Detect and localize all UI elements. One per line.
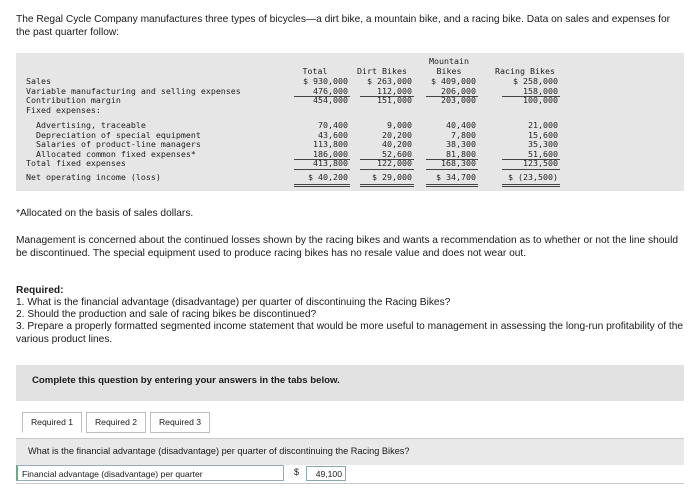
row-label: Contribution margin (26, 95, 121, 106)
cell: 123,500 (523, 158, 558, 169)
cell: 35,300 (528, 139, 558, 150)
cell: $ 258,000 (513, 76, 558, 86)
cell: 7,800 (451, 129, 476, 140)
cell: 476,000 (313, 85, 348, 96)
required-item-2: 2. Should the production and sale of racing bikes be discontinued? (16, 309, 317, 320)
row-label: Net operating income (loss) (26, 172, 161, 182)
row-label: Allocated common fixed expenses* (36, 148, 196, 159)
cell: 203,000 (441, 95, 476, 106)
cell: 122,000 (377, 158, 412, 169)
cell: 40,400 (446, 120, 476, 130)
total-double-rule (426, 184, 478, 187)
cell: $ 29,000 (372, 172, 412, 182)
total-double-rule (294, 184, 350, 187)
tab-required-1[interactable]: Required 1 (22, 412, 82, 433)
row-label: Sales (26, 76, 51, 86)
answer-row (16, 465, 684, 484)
cell: 151,000 (377, 95, 412, 106)
cell: 186,000 (313, 148, 348, 159)
total-double-rule (360, 184, 414, 187)
concern-text: Management is concerned about the continued losses shown by the racing bikes and wants a recommendation as to whether or not the line should be discontinued. The special equipment used to produce racing bikes has no resale value and does not wear out. (16, 235, 679, 259)
data-table (16, 53, 684, 191)
cell: $ 40,200 (308, 172, 348, 182)
cell: $ 263,000 (367, 76, 412, 86)
tab-required-2[interactable]: Required 2 (86, 412, 146, 433)
header-racing-bikes: Racing Bikes (495, 66, 555, 76)
cell: $ 34,700 (436, 172, 476, 182)
tab-required-3[interactable]: Required 3 (150, 412, 210, 433)
cell: 15,600 (528, 129, 558, 140)
cell: 40,200 (382, 139, 412, 150)
header-dirt-bikes: Dirt Bikes (357, 66, 407, 76)
question-text: What is the financial advantage (disadvantage) per quarter of discontinuing the Racing Bikes? (28, 446, 410, 456)
instruction-banner (16, 365, 684, 401)
cell: 38,300 (446, 139, 476, 150)
required-item-1: 1. What is the financial advantage (disadvantage) per quarter of discontinuing the Racing Bikes? (16, 297, 451, 308)
cell: 81,800 (446, 148, 476, 159)
cell: 113,800 (313, 139, 348, 150)
row-label: Salaries of product-line managers (36, 139, 201, 150)
subtotal-rule (502, 169, 560, 170)
required-heading: Required: (16, 285, 64, 296)
cell: 413,800 (313, 158, 348, 169)
row-label: Advertising, traceable (36, 120, 146, 130)
cell: 20,200 (382, 129, 412, 140)
cell: 52,600 (382, 148, 412, 159)
subtotal-rule (294, 169, 350, 170)
cell: 21,000 (528, 120, 558, 130)
cell: 454,000 (313, 95, 348, 106)
intro-text: The Regal Cycle Company manufactures three types of bicycles—a dirt bike, a mountain bike, and a racing bike. Data on sales and expenses for the past quarter follow: (16, 14, 671, 38)
footnote: *Allocated on the basis of sales dollars. (16, 208, 194, 219)
required-item-3: 3. Prepare a properly formatted segmented income statement that would be more useful to management in assessing the long-run profitability of the various product lines. (16, 321, 684, 345)
cell: 158,000 (523, 85, 558, 96)
subtotal-rule (426, 169, 478, 170)
total-double-rule (502, 184, 560, 187)
cell: 168,300 (441, 158, 476, 169)
answer-label: Financial advantage (disadvantage) per quarter (16, 465, 284, 481)
cell: 206,000 (441, 85, 476, 96)
cell: 100,000 (523, 95, 558, 106)
subtotal-rule (360, 169, 414, 170)
cell: 112,000 (377, 85, 412, 96)
cell: $ 409,000 (431, 76, 476, 86)
question-bar (16, 438, 684, 465)
header-mountain-bikes: Mountain Bikes (429, 56, 469, 76)
cell: $ (23,500) (508, 172, 558, 182)
row-label: Variable manufacturing and selling expenses (26, 85, 241, 96)
tab-bar (16, 412, 216, 432)
cell: 43,600 (318, 129, 348, 140)
cell: 9,000 (387, 120, 412, 130)
header-total: Total (302, 66, 328, 76)
cell: 70,400 (318, 120, 348, 130)
row-label: Depreciation of special equipment (36, 129, 201, 140)
cell: $ 930,000 (303, 76, 348, 86)
banner-text: Complete this question by entering your answers in the tabs below. (32, 375, 340, 386)
cell: 51,600 (528, 148, 558, 159)
row-label: Fixed expenses: (26, 104, 101, 115)
row-label: Total fixed expenses (26, 158, 126, 169)
answer-input[interactable]: 49,100 (306, 466, 346, 481)
currency-symbol: $ (294, 467, 300, 477)
